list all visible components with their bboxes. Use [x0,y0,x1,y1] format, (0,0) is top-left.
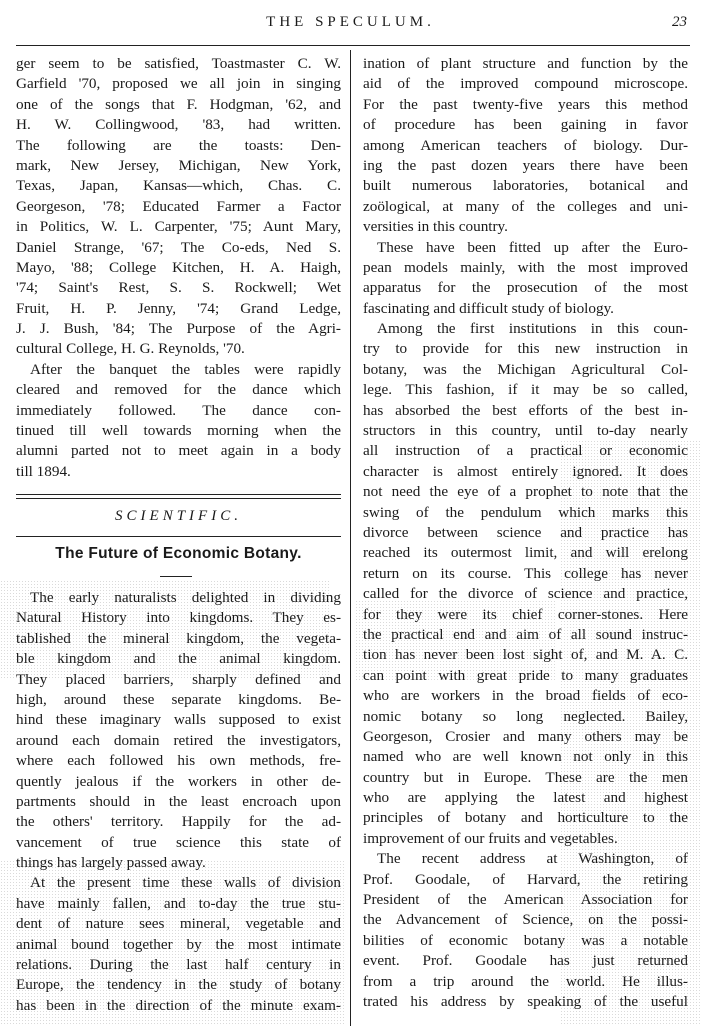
section-rule [16,536,341,537]
text-line: nomic botany so long neglected. Bailey, [363,707,688,725]
text-line: lege. This fashion, if it may be so called, [363,381,688,399]
text-line: tablished the mineral kingdom, the vegeta- [16,629,341,647]
text-line: divorce between science and practice has [363,523,688,541]
text-line: one of the songs that F. Hodgman, '62, and [16,95,341,113]
text-line: who are workers in the broad fields of eco- [363,687,688,705]
text-line: Georgeson, Crosier and many others may be [363,727,688,745]
text-line: alumni parted not to meet again in a body [16,442,341,460]
text-line: ination of plant structure and function by the [363,55,688,72]
text-line: around each domain retired the investigators, [16,731,341,749]
page-number: 23 [672,14,687,30]
text-line: dent of nature sees mineral, vegetable and [16,915,341,933]
text-line: all instruction of a practical or economic [363,442,688,460]
text-line: quently jealous if the workers in other de- [16,772,341,790]
text-line: return on its course. This college has never [363,564,688,582]
text-line: the others' territory. Happily for the ad- [16,813,341,831]
text-line: called for the divorce of science and practice, [363,585,688,603]
section-label: SCIENTIFIC. [115,508,242,524]
text-line: the practical end and aim of all sound instruc- [363,625,688,643]
text-line: the Advancement of Science, on the possi- [363,911,688,929]
text-line: principles of botany and horticulture to the [363,809,688,827]
text-line: built numerous laboratories, botanical and [363,177,688,195]
text-line: animal bound together by the most intimate [16,935,341,953]
text-line: has been in the direction of the minute exam- [16,996,341,1014]
column-divider [350,50,351,1026]
text-line: tinued till well towards morning when the [16,422,341,440]
text-line: bilities of economic botany was a notable [363,931,688,949]
text-line: apparatus for the prosecution of the most [363,279,688,297]
text-line: things has largely passed away. [16,854,206,872]
text-line: ger seem to be satisfied, Toastmaster C. W. [16,55,341,72]
running-header: THE SPECULUM. [266,14,435,30]
text-line: cultural College, H. G. Reynolds, '70. [16,340,245,358]
text-line: vancement of true science this state of [16,833,341,851]
text-line: Natural History into kingdoms. They es- [16,609,341,627]
text-line: Mayo, '88; College Kitchen, H. A. Haigh, [16,258,341,276]
text-line: in Politics, W. L. Carpenter, '75; Aunt Mary, [16,218,341,236]
text-line: Garfield '70, proposed we all join in singing [16,75,341,93]
text-line: J. J. Bush, '84; The Purpose of the Agri- [16,320,341,338]
text-line: Fruit, H. P. Jenny, '74; Grand Ledge, [16,299,341,317]
text-line: Georgeson, '78; Educated Farmer a Factor [16,197,341,215]
text-line: Among the first institutions in this coun- [377,320,688,338]
text-line: structors in this country, until to-day nearly [363,422,688,440]
text-line: versities in this country. [363,218,508,236]
left-column-article [16,588,341,1016]
text-line: immediately followed. The dance con- [16,401,341,419]
text-line: ing the past dozen years there have been [363,156,688,174]
text-line: relations. During the last half century in [16,956,341,974]
title-rule [160,576,192,577]
text-line: swing of the pendulum which marks this [363,503,688,521]
text-line: botany, was the Michigan Agricultural Col- [363,360,688,378]
text-line: They placed barriers, sharply defined and [16,670,341,688]
text-line: event. Prof. Goodale has just returned [363,952,688,970]
text-line: for they were its chief corner-stones. Here [363,605,688,623]
text-line: At the present time these walls of division [30,874,341,892]
text-line: can point with great pride to many graduates [363,666,688,684]
text-line: Texas, Japan, Kansas—which, Chas. C. [16,177,341,195]
section-double-rule [16,498,341,499]
text-line: from a trip around the world. He illus- [363,972,688,990]
text-line: The following are the toasts: Den- [16,136,341,154]
text-line: country but in Europe. These are the men [363,768,688,786]
text-line: After the banquet the tables were rapidly [30,360,341,378]
article-title: The Future of Economic Botany. [55,545,302,562]
text-line: of procedure has been gaining in favor [363,116,688,134]
text-line: H. W. Collingwood, '83, had written. [16,116,341,134]
text-line: ble kingdom and the animal kingdom. [16,650,341,668]
text-line: Daniel Strange, '67; The Co-eds, Ned S. [16,238,341,256]
text-line: till 1894. [16,462,71,480]
section-double-rule [16,494,341,495]
text-line: trated his address by speaking of the useful [363,992,688,1010]
text-line: has absorbed the best efforts of the best in- [363,401,688,419]
right-column [363,54,688,1012]
text-line: partments should in the least encroach upon [16,792,341,810]
text-line: Europe, the tendency in the study of botany [16,976,341,994]
text-line: tion has never been lost sight of, and M. A. C. [363,646,688,664]
text-line: fascinating and difficult study of biology. [363,299,614,317]
text-line: character is almost entirely ignored. It does [363,462,688,480]
text-line: who are applying the latest and highest [363,789,688,807]
text-line: zoölogical, at many of the colleges and uni- [363,197,688,215]
text-line: pean models mainly, with the most improved [363,258,688,276]
left-column-upper [16,54,341,482]
text-line: named who are well known not only in this [363,748,688,766]
text-line: hind these imaginary walls supposed to exist [16,711,341,729]
text-line: high, around these separate kingdoms. Be- [16,690,341,708]
text-line: '74; Saint's Rest, S. S. Rockwell; Wet [16,279,341,297]
header-rule [16,45,690,46]
text-line: The early naturalists delighted in dividing [30,589,341,606]
text-line: mark, New Jersey, Michigan, New York, [16,156,341,174]
text-line: For the past twenty-five years this method [363,95,688,113]
text-line: cleared and removed for the dance which [16,381,341,399]
text-line: have mainly fallen, and to-day the true stu- [16,894,341,912]
text-line: among American teachers of biology. Dur- [363,136,688,154]
text-line: reached its outermost limit, and will erelong [363,544,688,562]
text-line: These have been fitted up after the Euro- [377,238,688,256]
text-line: where each followed his own methods, fre- [16,752,341,770]
text-line: President of the American Association for [363,891,688,909]
text-line: not need the eye of a prophet to note that the [363,483,688,501]
text-line: The recent address at Washington, of [377,850,688,868]
text-line: try to provide for this new instruction in [363,340,688,358]
text-line: improvement of our fruits and vegetables. [363,829,618,847]
text-line: Prof. Goodale, of Harvard, the retiring [363,870,688,888]
text-line: aid of the improved compound microscope. [363,75,688,93]
